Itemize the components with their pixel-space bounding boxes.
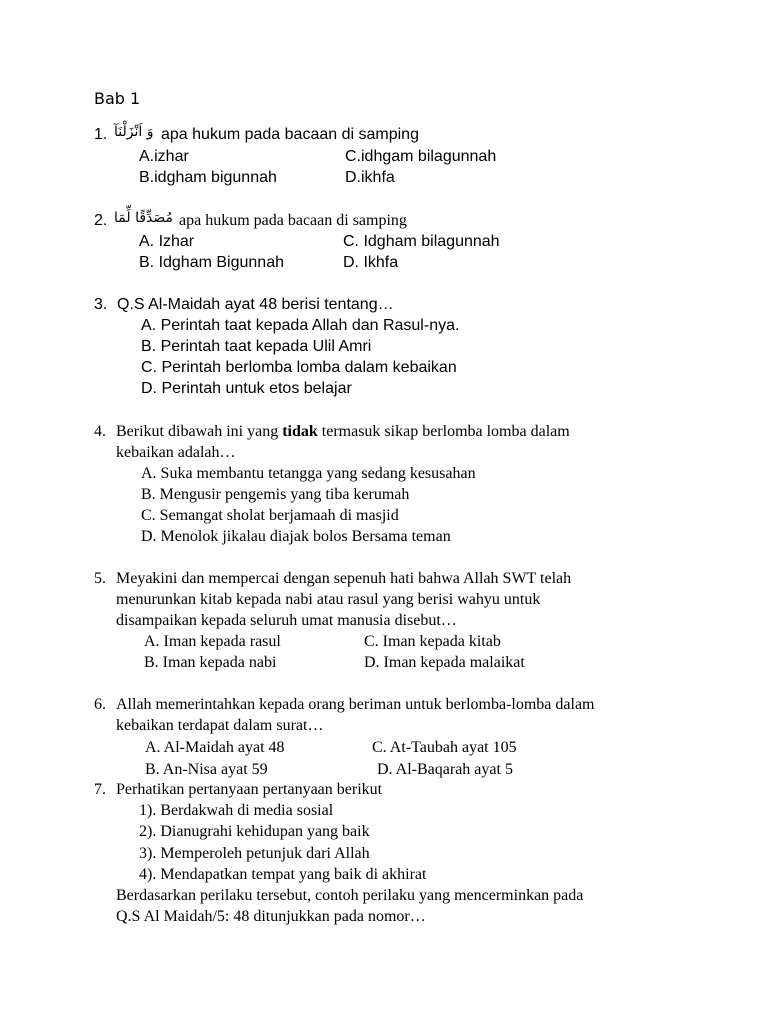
question-text: Perhatikan pertanyaan pertanyaan berikut [116, 781, 383, 798]
option-b: B.idgham bigunnah [139, 169, 277, 186]
option-a: A.izhar [139, 148, 189, 165]
option-c: C.idhgam bilagunnah [345, 148, 497, 165]
option-b: B. Iman kepada nabi [144, 654, 277, 671]
question-number: 3. [94, 296, 108, 313]
option-b: B. Idgham Bigunnah [139, 254, 284, 271]
question-number: 1. [94, 126, 108, 143]
closing-line-1: Berdasarkan perilaku tersebut, contoh perilaku yang mencerminkan pada [116, 887, 584, 904]
option-b: B. An-Nisa ayat 59 [145, 761, 268, 778]
arabic-text: مُصَدِّقًا لِّمَا [114, 210, 174, 226]
statement-2: 2). Dianugrahi kehidupan yang baik [139, 823, 370, 840]
option-a: A. Izhar [139, 233, 195, 250]
question-text: Q.S Al-Maidah ayat 48 berisi tentang… [117, 296, 394, 313]
question-number: 5. [94, 570, 106, 587]
option-c: C. Iman kepada kitab [364, 633, 501, 650]
question-text: apa hukum pada bacaan di samping [179, 212, 407, 229]
option-d: D.ikhfa [345, 169, 395, 186]
question-number: 4. [94, 423, 106, 440]
question-text-line-2: kebaikan terdapat dalam surat… [116, 717, 324, 734]
question-text-line-2: menurunkan kitab kepada nabi atau rasul yang berisi wahyu untuk [116, 591, 541, 608]
arabic-text: وَ اَنْزَلْنَآ [114, 124, 154, 140]
option-b: B. Perintah taat kepada Ulil Amri [141, 338, 372, 355]
option-d: D. Menolok jikalau diajak bolos Bersama teman [141, 528, 451, 545]
question-number: 6. [94, 696, 106, 713]
question-text-line-1: Allah memerintahkan kepada orang beriman untuk berlomba-lomba dalam [116, 696, 595, 713]
question-text-line-3: disampaikan kepada seluruh umat manusia disebut… [116, 612, 457, 629]
question-text-part-2: termasuk sikap berlomba lomba dalam [317, 423, 570, 440]
option-a: A. Perintah taat kepada Allah dan Rasul-nya. [141, 317, 460, 334]
statement-1: 1). Berdakwah di media sosial [139, 802, 334, 819]
page-title: Bab 1 [94, 89, 141, 108]
option-b: B. Mengusir pengemis yang tiba kerumah [141, 486, 410, 503]
option-d: D. Perintah untuk etos belajar [141, 380, 352, 397]
question-text-part-1: Berikut dibawah ini yang [116, 423, 283, 440]
option-d: D. Iman kepada malaikat [364, 654, 525, 671]
question-text: apa hukum pada bacaan di samping [161, 126, 419, 143]
statement-3: 3). Memperoleh petunjuk dari Allah [139, 845, 370, 862]
question-number: 2. [94, 212, 108, 229]
option-c: C. At-Taubah ayat 105 [372, 739, 517, 756]
question-number: 7. [94, 781, 106, 798]
option-a: A. Al-Maidah ayat 48 [145, 739, 285, 756]
question-text-line-1: Meyakini dan mempercai dengan sepenuh hati bahwa Allah SWT telah [116, 570, 572, 587]
question-text [116, 421, 570, 442]
option-c: C. Semangat sholat berjamaah di masjid [141, 507, 399, 524]
statement-4: 4). Mendapatkan tempat yang baik di akhirat [139, 866, 427, 883]
option-d: D. Ikhfa [343, 254, 399, 271]
option-a: A. Iman kepada rasul [144, 633, 281, 650]
option-c: C. Idgham bilagunnah [343, 233, 500, 250]
emphasis-tidak: tidak [282, 423, 318, 440]
question-text-line-2: kebaikan adalah… [116, 444, 236, 461]
option-d: D. Al-Baqarah ayat 5 [377, 761, 513, 778]
option-a: A. Suka membantu tetangga yang sedang kesusahan [141, 465, 476, 482]
option-c: C. Perintah berlomba lomba dalam kebaikan [141, 359, 457, 376]
closing-line-2: Q.S Al Maidah/5: 48 ditunjukkan pada nomor… [116, 908, 426, 925]
